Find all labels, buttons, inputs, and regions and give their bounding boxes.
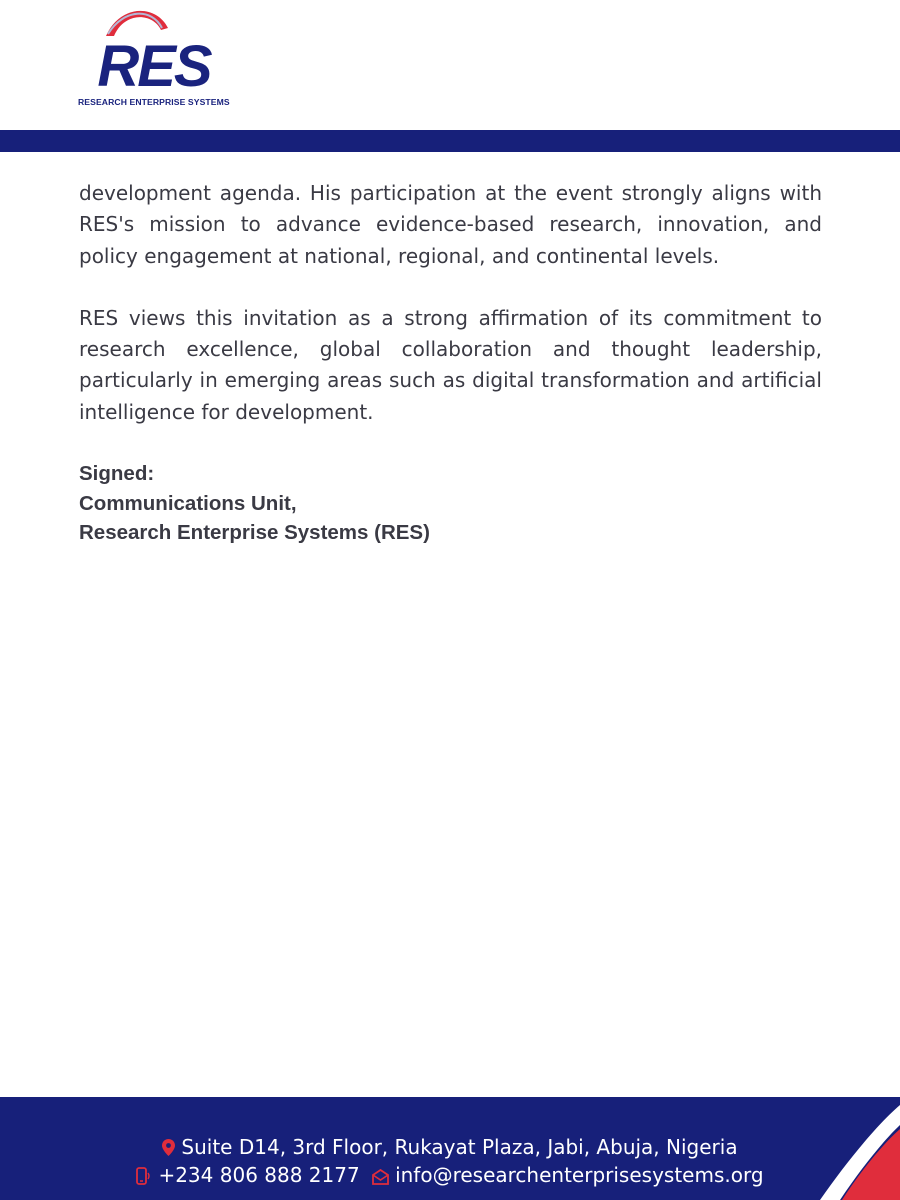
- location-pin-icon: [162, 1138, 175, 1162]
- logo-wordmark: RES: [97, 34, 211, 92]
- company-logo: [78, 6, 248, 110]
- letter-body: [79, 178, 822, 548]
- footer-phone[interactable]: +234 806 888 2177: [158, 1163, 360, 1187]
- signature-unit: Communications Unit,: [79, 491, 297, 515]
- header-bar: [0, 130, 900, 152]
- footer: [0, 1097, 900, 1200]
- phone-icon: [136, 1166, 152, 1190]
- signed-label: Signed:: [79, 462, 155, 486]
- signature-block: [79, 459, 822, 548]
- footer-email[interactable]: info@researchenterprisesystems.org: [395, 1163, 764, 1187]
- footer-address-line: [0, 1135, 900, 1162]
- body-paragraph: development agenda. His participation at the event strongly aligns with RES's mission to advance evidence-based research, innovation, and policy engagement at national, regional, and continental levels.: [79, 181, 822, 268]
- email-icon: [372, 1166, 389, 1190]
- footer-address: Suite D14, 3rd Floor, Rukayat Plaza, Jabi, Abuja, Nigeria: [181, 1135, 738, 1159]
- footer-contact-line: [0, 1163, 900, 1190]
- logo-tagline: RESEARCH ENTERPRISE SYSTEMS: [78, 97, 230, 107]
- signature-org: Research Enterprise Systems (RES): [79, 521, 430, 545]
- logo-mark: [84, 6, 224, 92]
- body-paragraph: RES views this invitation as a strong affirmation of its commitment to research excellence, global collaboration and thought leadership, particularly in emerging areas such as digital transformation and artificial intelligence for development.: [79, 305, 822, 424]
